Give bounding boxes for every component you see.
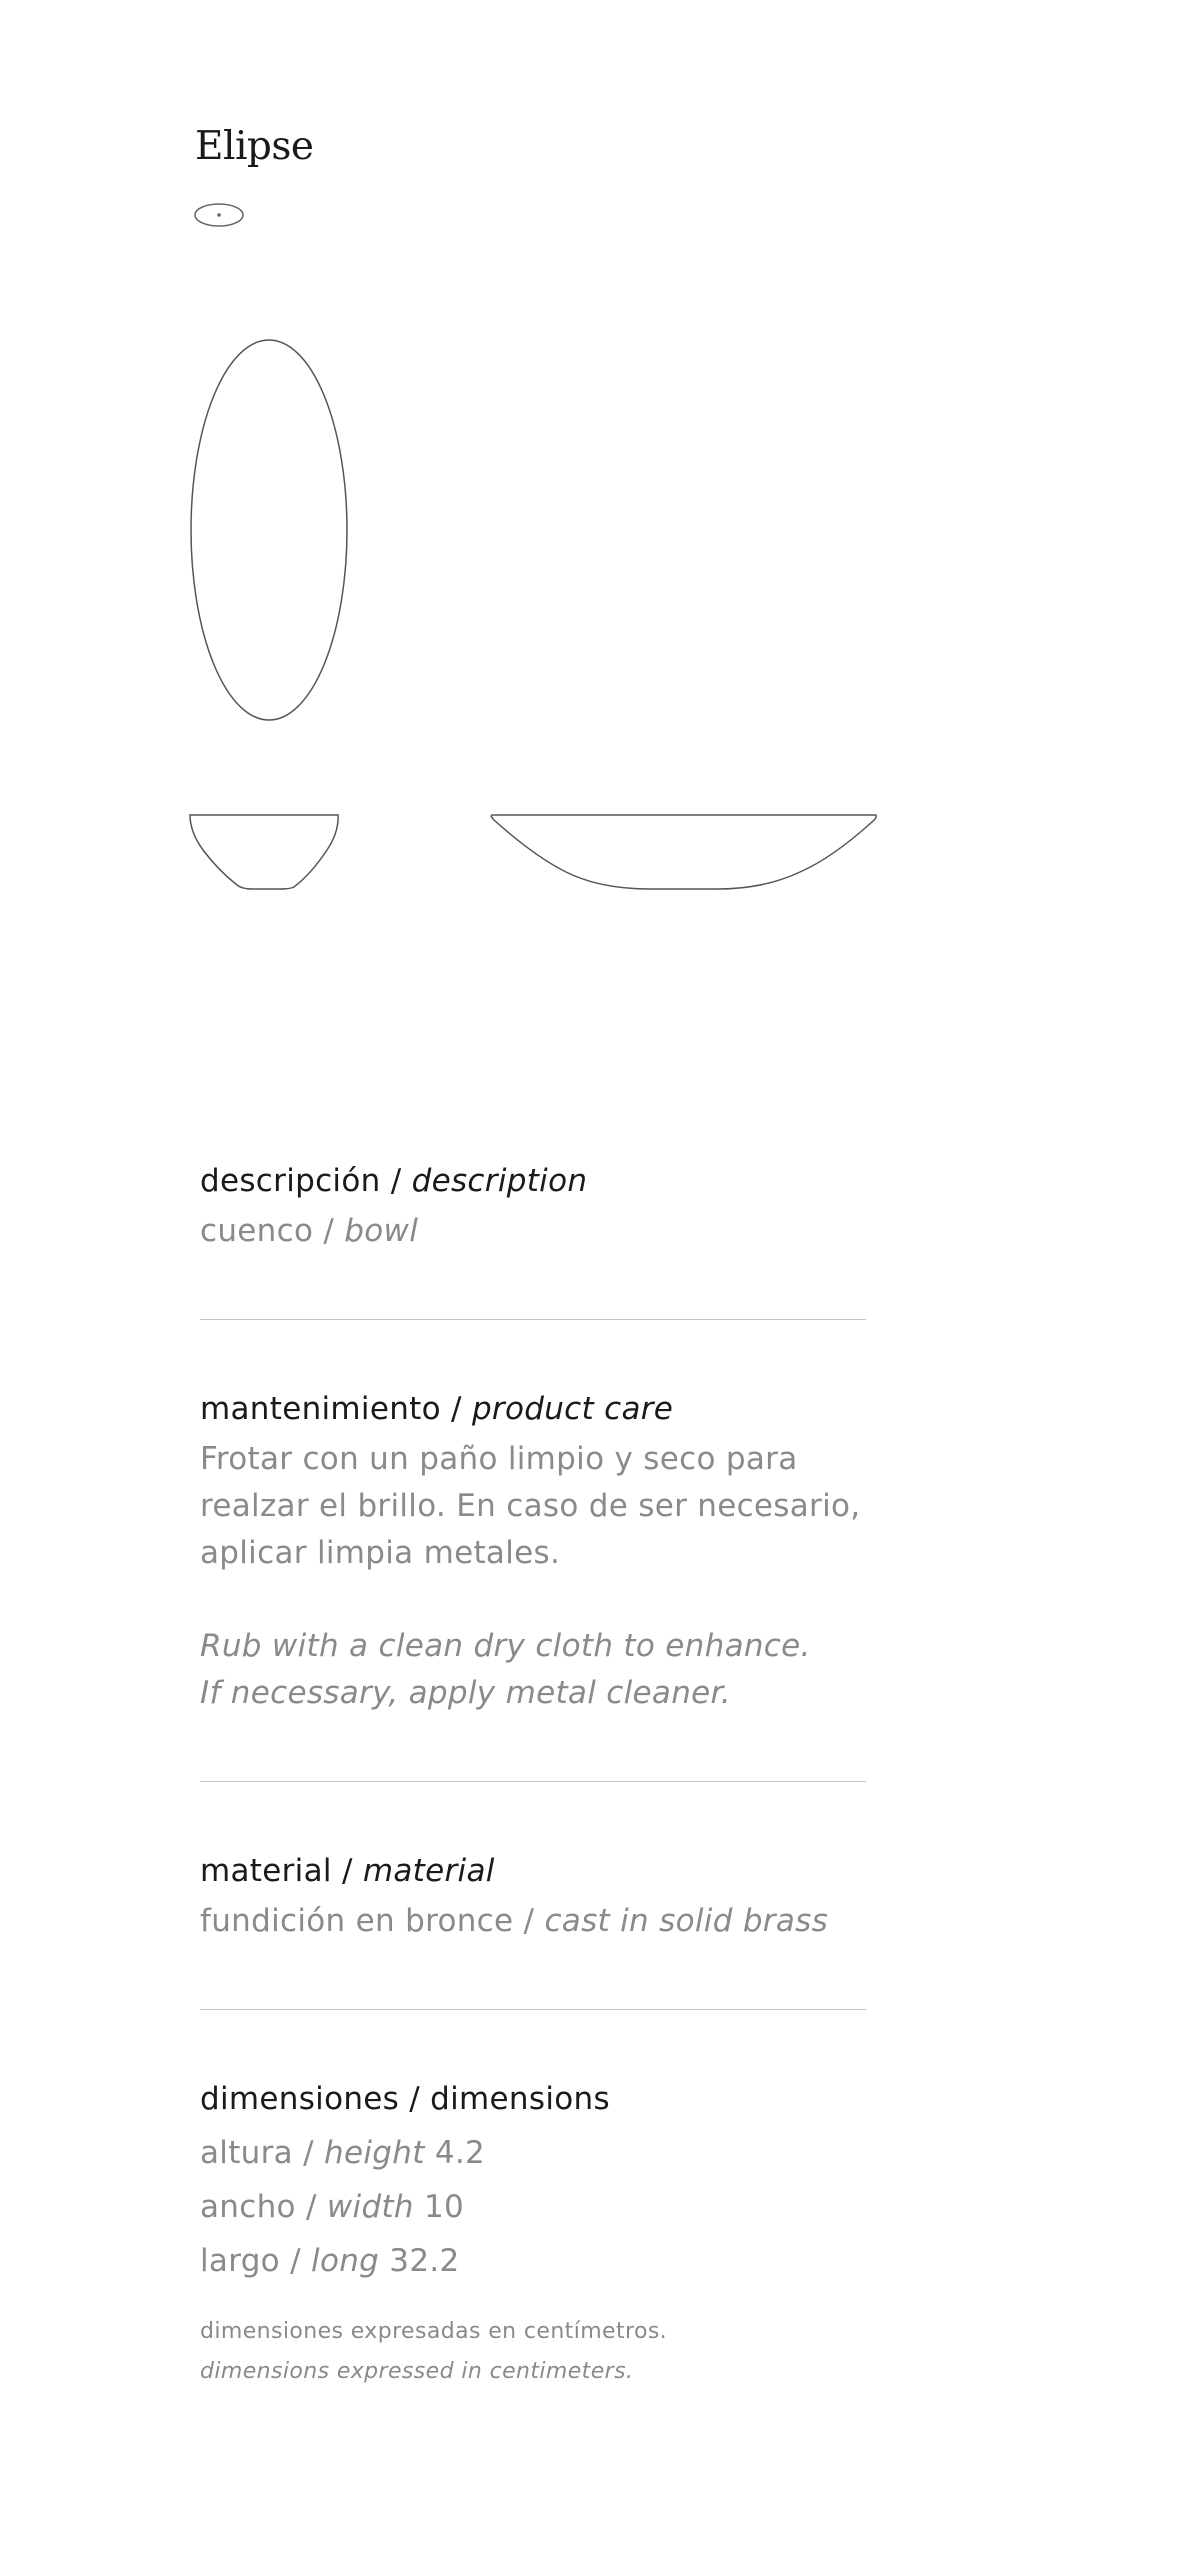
material-heading-es: material (200, 1853, 332, 1889)
material-section (200, 1850, 866, 2010)
dimension-row-width: ancho / width 10 (200, 2189, 465, 2225)
description-value-es: cuenco (200, 1213, 314, 1249)
care-text-es-line: realzar el brillo. En caso de ser necesario, (200, 1488, 861, 1524)
dimensions-section (200, 2078, 866, 2392)
description-value-en: bowl (344, 1213, 419, 1249)
material-value (200, 1898, 866, 1945)
oval-top-view-drawing (191, 340, 347, 720)
care-text-es-line: Frotar con un paño limpio y seco para (200, 1441, 798, 1477)
dimension-label-es: largo (200, 2243, 280, 2279)
dimension-label-en: long (311, 2243, 380, 2279)
care-heading-en: product care (471, 1391, 674, 1427)
bowl-side-view-narrow-drawing (190, 815, 338, 889)
care-heading (200, 1388, 866, 1430)
care-text-es (200, 1436, 866, 1577)
material-heading-en: material (362, 1853, 495, 1889)
description-section (200, 1160, 866, 1320)
dimensions-heading: dimensiones / dimensions (200, 2081, 610, 2117)
care-heading-es: mantenimiento (200, 1391, 441, 1427)
material-heading (200, 1850, 866, 1892)
drawings-svg (0, 0, 1200, 1000)
care-section (200, 1388, 866, 1782)
dimension-label-es: ancho (200, 2189, 296, 2225)
dimension-label-en: width (326, 2189, 414, 2225)
dimension-row-long: largo / long 32.2 (200, 2243, 460, 2279)
dimension-value: 4.2 (434, 2135, 486, 2171)
description-heading-es: descripción (200, 1163, 381, 1199)
dimensions-note-es: dimensiones expresadas en centímetros. (200, 2319, 668, 2344)
dimension-row-height: altura / height 4.2 (200, 2135, 486, 2171)
dimension-value: 10 (423, 2189, 465, 2225)
material-value-en: cast in solid brass (544, 1903, 829, 1939)
value-separator: / (313, 1213, 345, 1249)
dimensions-note (200, 2312, 866, 2392)
description-heading (200, 1160, 866, 1202)
dimension-value: 32.2 (389, 2243, 460, 2279)
product-specs (200, 1160, 866, 2392)
heading-separator: / (440, 1391, 472, 1427)
material-value-es: fundición en bronce (200, 1903, 514, 1939)
heading-separator: / (331, 1853, 363, 1889)
care-text-en-line: Rub with a clean dry cloth to enhance. (200, 1628, 811, 1664)
care-text-es-line: aplicar limpia metales. (200, 1535, 561, 1571)
dimension-label-es: altura (200, 2135, 293, 2171)
dimensions-note-en: dimensions expressed in centimeters. (200, 2359, 634, 2384)
dimension-label-en: height (324, 2135, 425, 2171)
product-title: Elipse (195, 124, 314, 169)
product-drawings (0, 0, 1200, 1000)
bowl-side-view-long-drawing (491, 815, 876, 889)
care-text-en (200, 1623, 866, 1717)
value-separator: / (513, 1903, 545, 1939)
heading-separator: / (380, 1163, 412, 1199)
ellipse-dot-icon (195, 204, 243, 226)
description-value (200, 1208, 866, 1255)
description-heading-en: description (411, 1163, 588, 1199)
care-text-en-line: If necessary, apply metal cleaner. (200, 1675, 731, 1711)
